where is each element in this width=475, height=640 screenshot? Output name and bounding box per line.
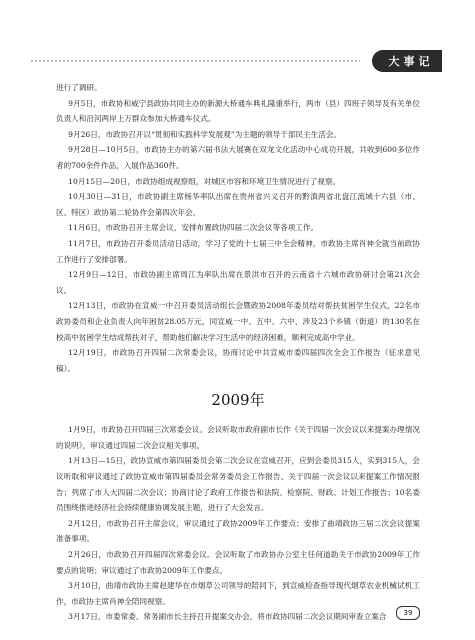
paragraph: 3月10日，曲靖市政协主席赵建华在市烟草公司领导的陪同下，到宣威检查指导现代烟草农业机械试机工作，市政协主席肖神全陪同视察。: [56, 581, 420, 606]
paragraph: 9月26日，市政协召开以“贯彻和实践科学发展观”为主题的领导干部民主生活会。: [68, 129, 342, 139]
paragraph: 12月19日，市政协召开四届二次常委会议，协商讨论中共宣威市委四届四次全会工作报告（征求意见稿）。: [56, 348, 420, 373]
paragraph: 10月30日—31日，市政协副主席杨华率队出席在贵州省兴义召开的黔滇两省北盘江流域十六县（市、区、特区）政协第二轮协作会第四次年会。: [56, 192, 420, 217]
page-number: 39: [396, 606, 420, 620]
paragraph: 2月12日，市政协召开主席会议，审议通过了政协2009年工作要点；安排了曲靖政协三届二次会议提案准备事项。: [56, 518, 420, 544]
paragraph: 12月13日，市政协在宣威一中召开委员活动组长会暨政协2008年委员结对帮扶贫困学生仪式，22名市政协委员和企业负责人向年困贫28.05万元，同宣威一中、五中、六中、涉及23个乡镇（街道）的130名在校高中贫困学生结成帮扶对子，帮助他们解决学习生活中的经济困难，顺利完成高中学业。: [56, 301, 420, 342]
page-body: [56, 80, 420, 625]
paragraph: 2月26日，市政协召开四届四次常委会议。会议听取了市政协办公室主任何道助关于市政协2009年工作要点的说明；审议通过了市政协2009年工作要点。: [56, 550, 420, 575]
paragraph: 11月7日，市政协召开委员活动日活动，学习了党的十七届三中全会精神，市政协主席肖神全就当前政协工作进行了安排部署。: [56, 238, 420, 264]
paragraph: 9月28日—10月5日，市政协主办的第六届书法大展赛在双龙文化活动中心成功开展，共收到600多位作者的700余件作品，入展作品360件。: [56, 145, 420, 170]
paragraph: 3月17日，市委常委、常务副市长主持召开提案交办会，将市政协四届二次会议期间审查立案合: [68, 612, 387, 622]
paragraph: 12月9日—12日，市政协副主席周江为率队出席在景洪市召开的云南省十六城市政协研讨会第21次会议。: [56, 270, 420, 295]
header-title: 大事记: [388, 55, 434, 68]
year-heading: 2009年: [211, 391, 265, 410]
paragraph: 9月5日，市政协和威宁县政协共同主办的新源大桥通车典礼隆重举行，两市（县）四班子领导及有关单位负责人和沿河两岸上万群众参加大桥通车仪式。: [56, 98, 420, 124]
paragraph: 11月6日，市政协召开主席会议，安排布置政协四届二次会议等各项工作。: [68, 223, 319, 233]
paragraph: 1月13日—15日，政协宣威市第四届委员会第二次会议在宣威召开，应到会委员315人，实到315人，会议听取和审议通过了政协宣威市第四届委员会常务委员会工作报告、关于四届一次会议以来提案工作情况报告；列席了市人大四届二次会议；协商讨论了政府工作报告和法院、检察院、财政、计划工作报告；10名委员围绕推进经济社会持续健康协调发展主题，进行了大会发言。: [56, 456, 420, 513]
paragraph: 10月15日—20日，市政协组成视察组，对城区市容和环境卫生情况进行了视察。: [68, 176, 341, 186]
paragraph: 1月9日，市政协召开四届三次常委会议。会议听取市政府副市长作《关于四届一次会议以来提案办理情况的说明》，审议通过四届二次会议相关事项。: [56, 425, 420, 450]
header-dot-rule: [30, 59, 360, 63]
paragraph: 进行了调研。: [56, 83, 102, 92]
running-header: [0, 50, 475, 72]
